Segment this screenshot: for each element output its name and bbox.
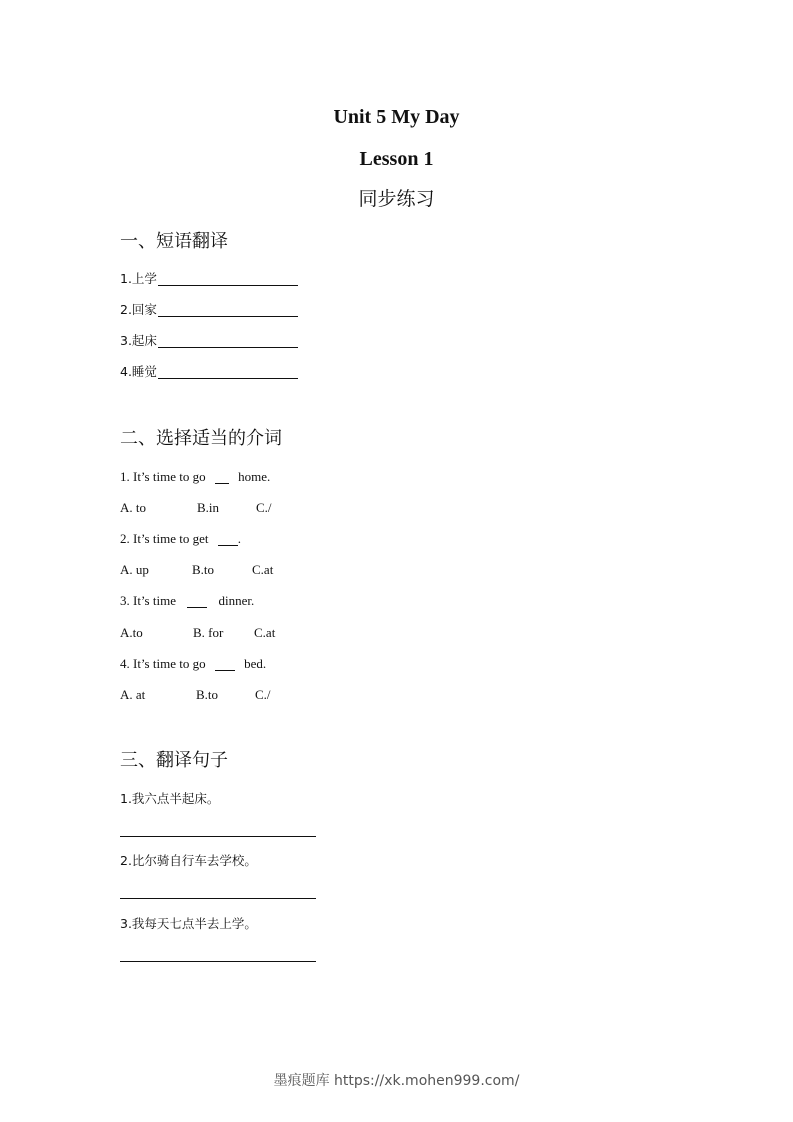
options-line <box>120 686 420 704</box>
option-a[interactable]: A.to <box>120 625 143 640</box>
phrase-item <box>120 301 298 319</box>
question-text-end: bed. <box>244 656 267 671</box>
worksheet-title: Unit 5 My Day <box>333 106 460 128</box>
question-text: 1. It’s time to go <box>120 469 206 484</box>
question-text: 4. It’s time to go <box>120 656 206 671</box>
question-text-end: home. <box>238 469 271 484</box>
section2-heading: 二、选择适当的介词 <box>120 428 282 449</box>
phrase-label: 2.回家 <box>120 302 157 317</box>
sentence-prompt: 2.比尔骑自行车去学校。 <box>120 853 257 868</box>
question-text-end: dinner. <box>218 593 255 608</box>
option-a[interactable]: A. to <box>120 500 146 515</box>
sentence-prompt: 3.我每天七点半去上学。 <box>120 916 257 931</box>
option-a[interactable]: A. at <box>120 687 146 702</box>
question-answer-blank[interactable] <box>215 656 235 671</box>
question-text: 3. It’s time <box>120 593 176 608</box>
option-b[interactable]: B.to <box>196 687 219 702</box>
option-c[interactable]: C.at <box>254 625 276 640</box>
sentence-answer-line[interactable] <box>120 898 316 899</box>
question-line <box>120 655 266 673</box>
section3-heading: 三、翻译句子 <box>120 750 228 771</box>
options-line <box>120 561 420 579</box>
option-c[interactable]: C.at <box>252 562 274 577</box>
phrase-answer-blank[interactable] <box>158 302 298 317</box>
question-answer-blank[interactable] <box>215 469 229 484</box>
question-text-end: . <box>237 531 241 546</box>
sentence-answer-line[interactable] <box>120 961 316 962</box>
options-line <box>120 624 420 642</box>
question-text: 2. It’s time to get <box>120 531 209 546</box>
sentence-prompt: 1.我六点半起床。 <box>120 791 220 806</box>
phrase-answer-blank[interactable] <box>158 364 298 379</box>
phrase-item <box>120 332 298 350</box>
sentence-answer-line[interactable] <box>120 836 316 837</box>
phrase-item <box>120 363 298 381</box>
question-line <box>120 592 254 610</box>
option-c[interactable]: C./ <box>255 687 271 702</box>
section1-heading: 一、短语翻译 <box>120 231 228 252</box>
lesson-title: Lesson 1 <box>359 148 434 170</box>
option-a[interactable]: A. up <box>120 562 149 577</box>
phrase-label: 1.上学 <box>120 271 157 286</box>
option-c[interactable]: C./ <box>256 500 272 515</box>
phrase-item <box>120 270 298 288</box>
option-b[interactable]: B. for <box>193 625 224 640</box>
phrase-label: 3.起床 <box>120 333 157 348</box>
question-answer-blank[interactable] <box>218 531 238 546</box>
question-line <box>120 468 270 486</box>
footer-watermark: 墨痕题库 https://xk.mohen999.com/ <box>273 1073 520 1089</box>
question-line <box>120 530 241 548</box>
phrase-answer-blank[interactable] <box>158 333 298 348</box>
option-b[interactable]: B.in <box>197 500 220 515</box>
option-b[interactable]: B.to <box>192 562 215 577</box>
question-answer-blank[interactable] <box>187 593 207 608</box>
options-line <box>120 499 420 517</box>
phrase-answer-blank[interactable] <box>158 271 298 286</box>
worksheet-subtitle: 同步练习 <box>358 188 435 210</box>
phrase-label: 4.睡觉 <box>120 364 157 379</box>
